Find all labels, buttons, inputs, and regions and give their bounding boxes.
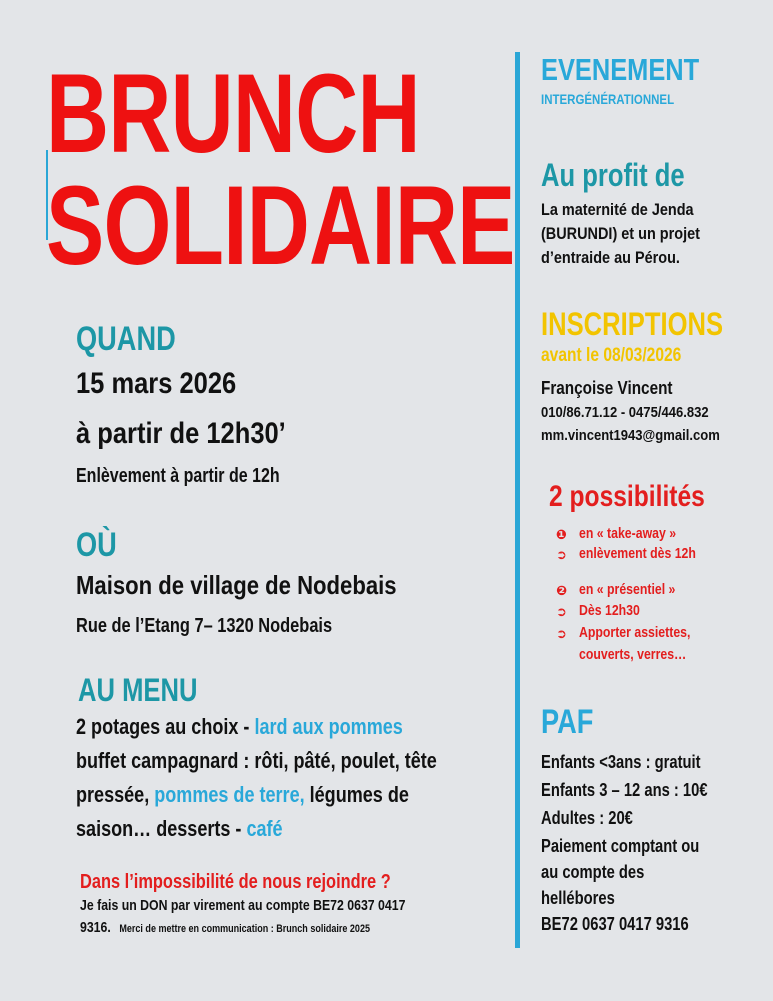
menu-line-3-end: légumes de — [304, 782, 409, 807]
title-line-2: SOLIDAIRE — [46, 163, 515, 288]
menu-highlight-potatoes: pommes de terre, — [154, 782, 305, 807]
donation-line-1: Je fais un DON par virement au compte BE72 0637 0417 — [80, 897, 406, 914]
column-divider — [515, 52, 520, 948]
menu-line-1-text: 2 potages au choix - — [76, 714, 255, 739]
donation-line-2 — [80, 919, 370, 937]
when-heading: QUAND — [76, 320, 176, 358]
option-1-label: en « take-away » — [579, 525, 677, 542]
venue-name: Maison de village de Nodebais — [76, 570, 397, 600]
pickup-time: Enlèvement à partir de 12h — [76, 465, 280, 487]
paf-line-1: Enfants <3ans : gratuit — [541, 752, 701, 772]
donation-heading: Dans l’impossibilité de nous rejoindre ? — [80, 871, 391, 893]
paf-line-3: Adultes : 20€ — [541, 808, 633, 828]
paf-line-2: Enfants 3 – 12 ans : 10€ — [541, 780, 708, 800]
donation-note: Merci de mettre en communication : Brunch solidaire 2025 — [119, 923, 370, 935]
paf-line-5: au compte des — [541, 862, 645, 882]
option-2-label: en « présentiel » — [579, 581, 676, 598]
option-1-number-icon: ❶ — [556, 527, 568, 542]
title-line-1: BRUNCH — [46, 51, 420, 176]
menu-line-1 — [76, 714, 403, 740]
menu-line-4-text: saison… desserts - — [76, 816, 247, 841]
contact-name: Françoise Vincent — [541, 378, 673, 398]
menu-line-3-text: pressée, — [76, 782, 155, 807]
option-2-detail-3: couverts, verres… — [579, 646, 687, 663]
profit-line-1: La maternité de Jenda — [541, 200, 694, 219]
profit-heading: Au profit de — [541, 157, 685, 193]
menu-line-2: buffet campagnard : rôti, pâté, poulet, tête — [76, 748, 437, 773]
option-1-arrow-icon: ➲ — [556, 547, 567, 562]
option-2-detail-1: Dès 12h30 — [579, 602, 640, 619]
inscriptions-heading: INSCRIPTIONS — [541, 306, 724, 342]
option-2-arrow-icon-2: ➲ — [556, 626, 567, 641]
event-subheading: INTERGÉNÉRATIONNEL — [541, 91, 675, 107]
option-1-detail: enlèvement dès 12h — [579, 545, 696, 562]
paf-account: BE72 0637 0417 9316 — [541, 914, 689, 934]
profit-line-3: d’entraide au Pérou. — [541, 248, 680, 267]
inscriptions-deadline: avant le 08/03/2026 — [541, 345, 682, 366]
paf-heading: PAF — [541, 703, 594, 741]
contact-phones: 010/86.71.12 - 0475/446.832 — [541, 404, 709, 421]
profit-line-2: (BURUNDI) et un projet — [541, 224, 700, 243]
venue-address: Rue de l’Etang 7– 1320 Nodebais — [76, 615, 333, 637]
menu-highlight-lard: lard aux pommes — [254, 714, 403, 739]
options-heading: 2 possibilités — [549, 480, 705, 513]
paf-line-4: Paiement comptant ou — [541, 836, 700, 856]
event-time: à partir de 12h30’ — [76, 417, 286, 450]
donation-account-end: 9316. — [80, 919, 111, 936]
menu-line-4 — [76, 816, 283, 842]
menu-highlight-coffee: café — [246, 816, 283, 841]
option-2-number-icon: ❷ — [556, 583, 568, 598]
event-heading: EVENEMENT — [541, 52, 700, 87]
contact-email[interactable]: mm.vincent1943@gmail.com — [541, 427, 720, 444]
event-date: 15 mars 2026 — [76, 367, 237, 400]
where-heading: OÙ — [76, 526, 117, 564]
menu-heading: AU MENU — [78, 672, 198, 708]
option-2-detail-2: Apporter assiettes, — [579, 624, 691, 641]
menu-line-3 — [76, 782, 409, 808]
option-2-arrow-icon: ➲ — [556, 604, 567, 619]
paf-line-6: hellébores — [541, 888, 615, 908]
